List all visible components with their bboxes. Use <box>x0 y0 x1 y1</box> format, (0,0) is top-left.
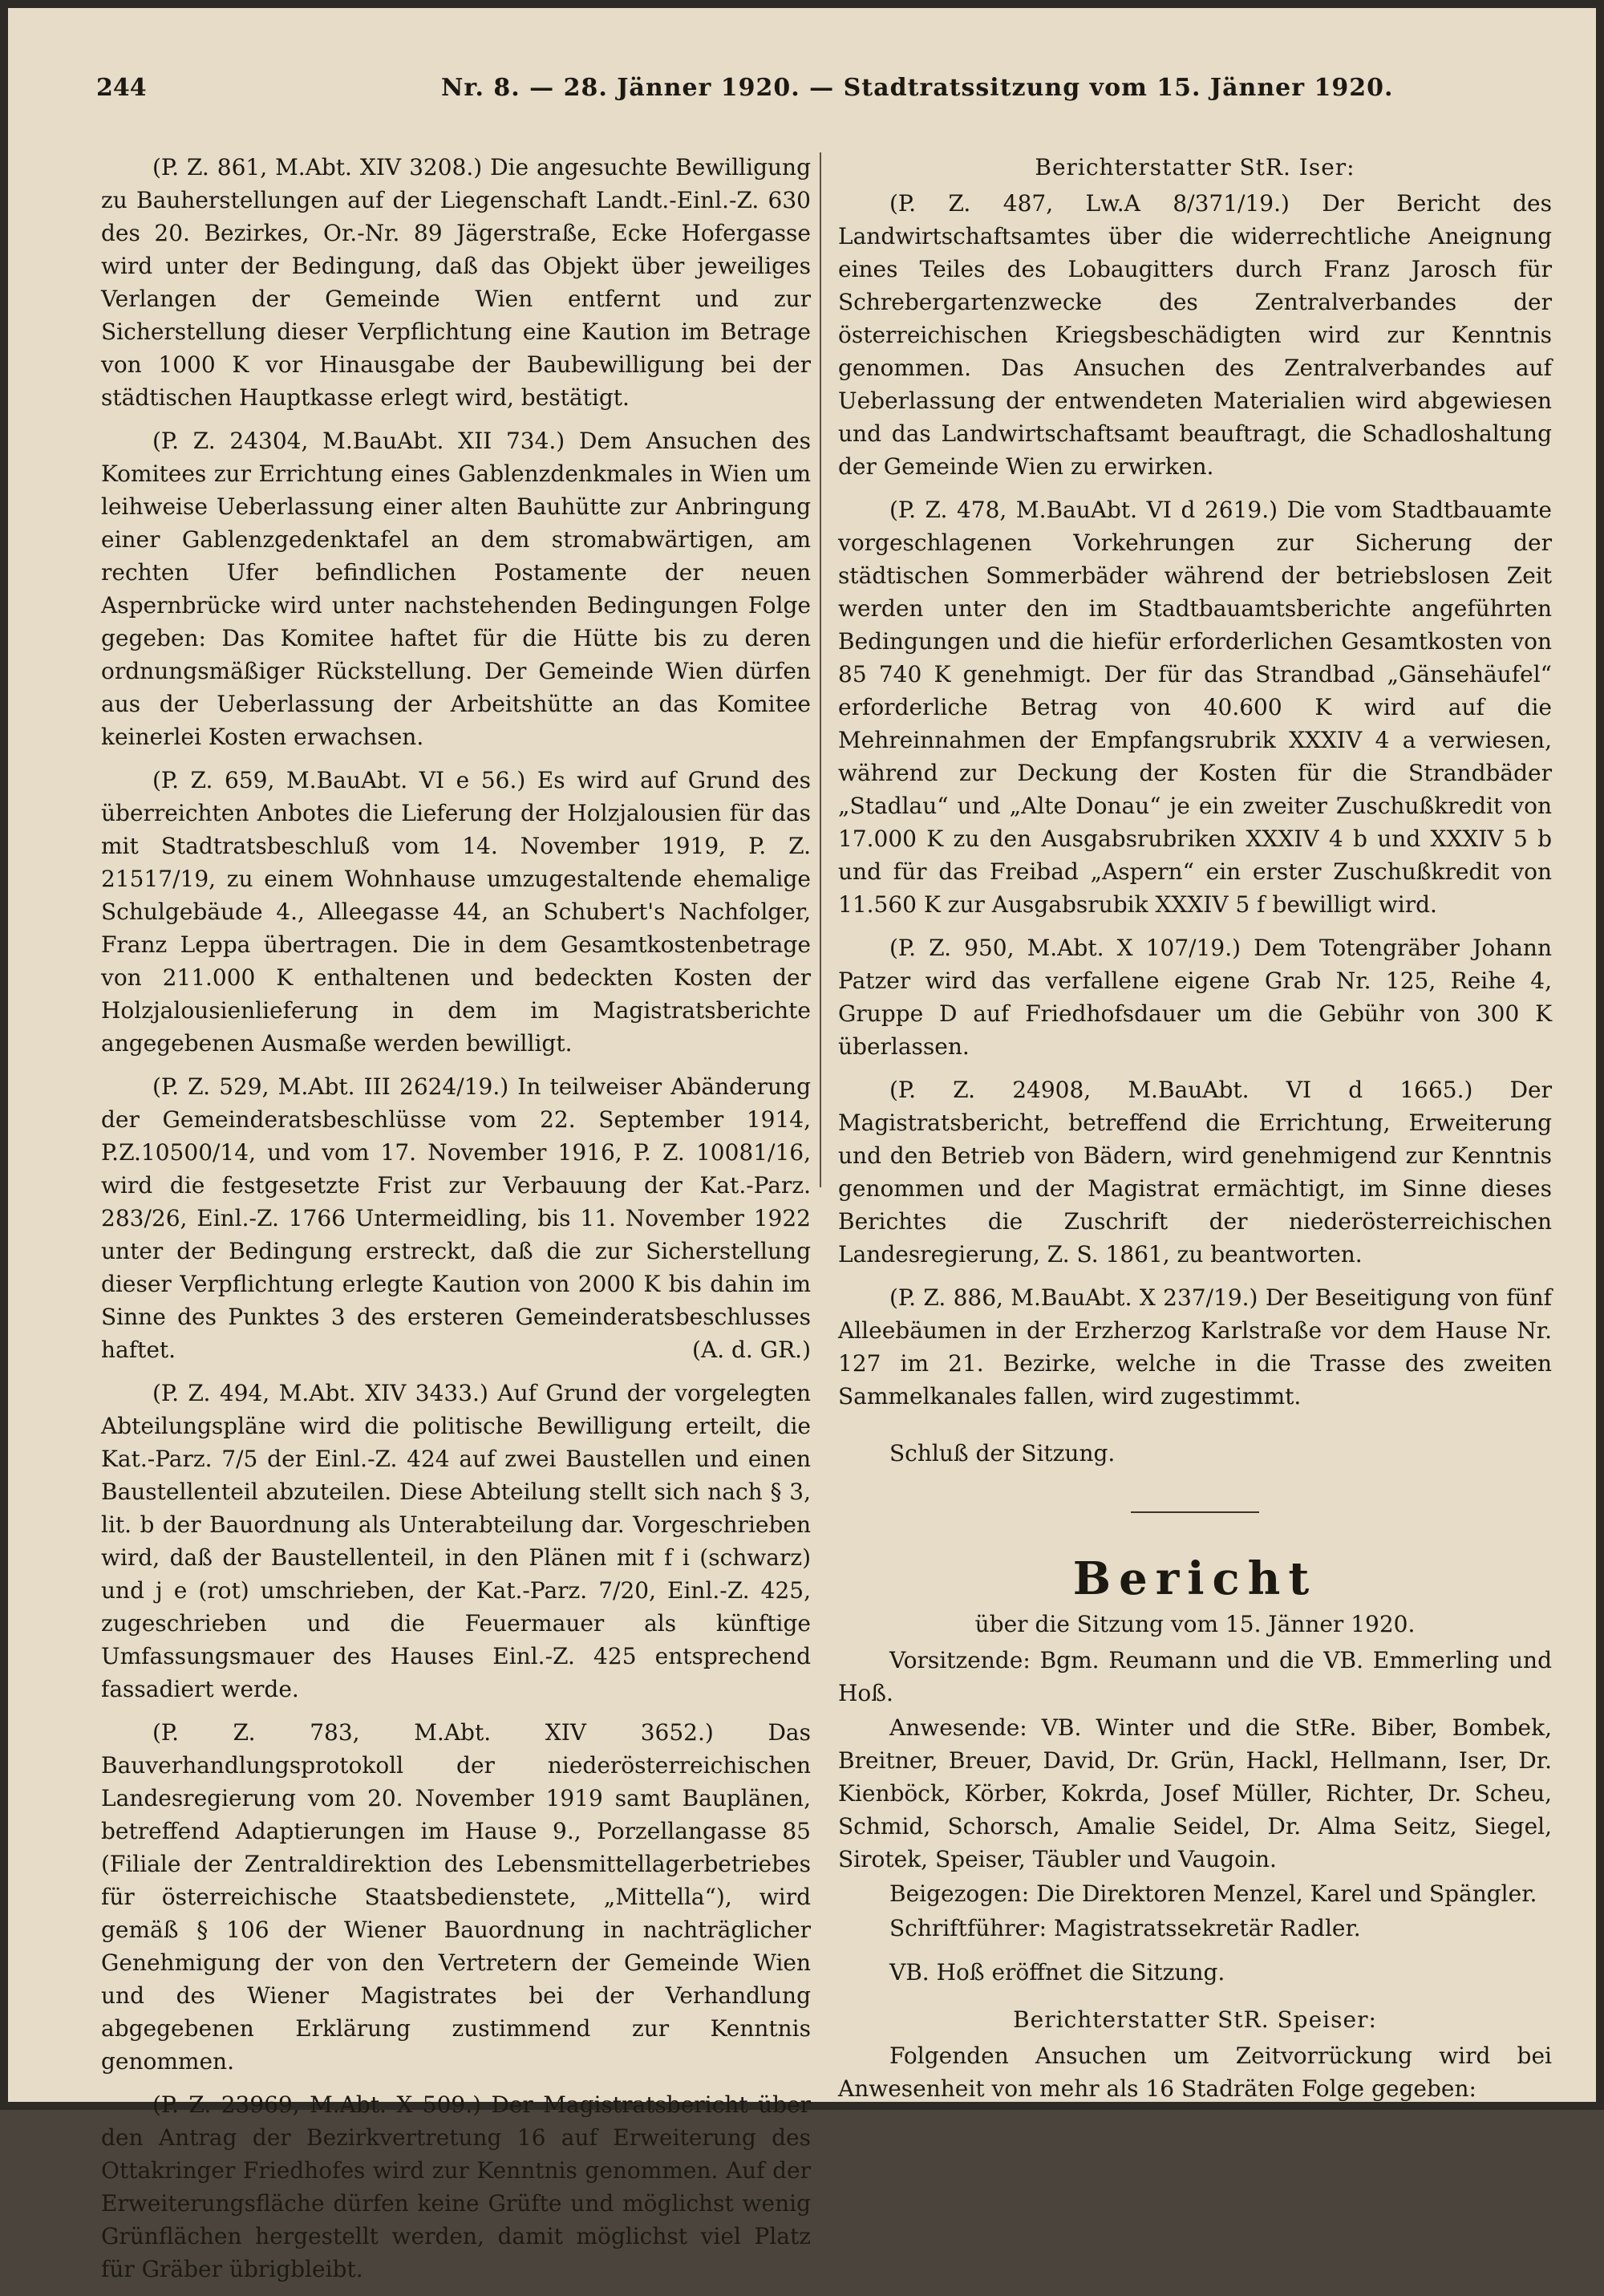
paragraph: (P. Z. 24908, M.BauAbt. VI d 1665.) Der Magistratsbericht, betreffend die Errichtung, Erweiterung und den Betrieb von Bädern, wird genehmigend zur Kenntnis genommen und der Magistrat ermächtigt, im Sinne dieses Berichtes die Zuschrift der niederösterreichischen Landesregierung, Z. S. 1861, zu beantworten. <box>838 1077 1552 1268</box>
paragraph: (P. Z. 494, M.Abt. XIV 3433.) Auf Grund der vorgelegten Abteilungspläne wird die politische Bewilligung erteilt, die Kat.-Parz. 7/5 der Einl.-Z. 424 auf zwei Baustellen und einen Baustellenteil abzuteilen. Diese Abteilung stellt sich nach § 3, lit. b der Bauordnung als Unterabteilung dar. Vorgeschrieben wird, daß der Baustellenteil, in den Plänen mit f i (schwarz) und j e (rot) umschrieben, der Kat.-Parz. 7/20, Einl.-Z. 425, zugeschrieben und die Feuermauer als künftige Umfassungsmauer des Hauses Einl.-Z. 425 entsprechend fassadiert werde. <box>101 1380 811 1702</box>
paragraph <box>101 1070 811 1366</box>
page-header <box>96 74 1508 114</box>
consultants: Beigezogen: Die Direktoren Menzel, Karel und Spängler. <box>889 1880 1537 1907</box>
attendance-block <box>838 1644 1552 1945</box>
paragraph: (P. Z. 24304, M.BauAbt. XII 734.) Dem Ansuchen des Komitees zur Errichtung eines Gablenzdenkmales in Wien um leihweise Ueberlassung einer alten Bauhütte zur Anbringung einer Gablenzgedenktafel an dem stromabwärtigen, am rechten Ufer befindlichen Postamente der neuen Aspernbrücke wird unter nachstehenden Bedingungen Folge gegeben: Das Komitee haftet für die Hütte bis zu deren ordnungsmäßiger Rückstellung. Der Gemeinde Wien dürfen aus der Ueberlassung der Arbeitshütte an das Komitee keinerlei Kosten erwachsen. <box>101 428 811 750</box>
paragraph-text: (P. Z. 529, M.Abt. III 2624/19.) In teilweiser Abänderung der Gemeinderatsbeschlüsse vom 22. September 1914, P.Z.10500/14, und vom 17. November 1916, P. Z. 10081/16, wird die festgesetzte Frist zur Verbauung der Kat.-Parz. 283/26, Einl.-Z. 1766 Untermeidling, bis 11. November 1922 unter der Bedingung erstreckt, daß die zur Sicherstellung dieser Verpflichtung erlegte Kaution von 2000 K bis dahin im Sinne des Punktes 3 des ersteren Gemeinderatsbeschlusses haftet. <box>101 1073 811 1363</box>
editorial-note: (A. d. GR.) <box>692 1337 811 1363</box>
rapporteur-heading: Berichterstatter StR. Iser: <box>1035 154 1355 181</box>
paragraph: (P. Z. 478, M.BauAbt. VI d 2619.) Die vom Stadtbauamte vorgeschlagenen Vorkehrungen zur Sicherung der städtischen Sommerbäder während der betriebslosen Zeit werden unter den im Stadtbauamtsberichte angeführten Bedingungen und die hiefür erforderlichen Gesamtkosten von 85 740 K genehmigt. Der für das Strandbad „Gänsehäufel“ erforderliche Betrag von 40.600 K wird auf die Mehreinnahmen der Empfangsrubrik XXXIV 4 a verwiesen, während zur Deckung der Kosten für die Strandbäder „Stadlau“ und „Alte Donau“ je ein zweiter Zuschußkredit von 17.000 K zu den Ausgabsrubriken XXXIV 4 b und XXXIV 5 b und für das Freibad „Aspern“ ein erster Zuschußkredit von 11.560 K zur Ausgabsrubik XXXIV 5 f bewilligt wird. <box>838 497 1552 918</box>
paragraph: (P. Z. 23969, M.Abt. X 509.) Der Magistratsbericht über den Antrag der Bezirkvertretung 16 auf Erweiterung des Ottakringer Friedhofes wird zur Kenntnis genommen. Auf der Erweiterungsfläche dürfen keine Grüfte und möglichst wenig Grünflächen hergestellt werden, damit möglichst viel Platz für Gräber übrigbleibt. <box>101 2091 811 2282</box>
attendees: Anwesende: VB. Winter und die StRe. Biber, Bombek, Breitner, Breuer, David, Dr. Grün, Hackl, Hellmann, Iser, Dr. Kienböck, Körber, Kokrda, Josef Müller, Richter, Dr. Scheu, Schmid, Schorsch, Amalie Seidel, Dr. Alma Seitz, Siegel, Sirotek, Speiser, Täubler und Vaugoin. <box>838 1714 1552 1872</box>
session-opening: VB. Hoß eröffnet die Sitzung. <box>889 1959 1225 1986</box>
column-divider <box>820 152 821 1187</box>
running-title: Nr. 8. — 28. Jänner 1920. — Stadtratssitzung vom 15. Jänner 1920. <box>441 74 1394 102</box>
paragraph: Folgenden Ansuchen um Zeitvorrückung wird bei Anwesenheit von mehr als 16 Stadräten Folge gegeben: <box>838 2042 1552 2102</box>
paragraph: (P. Z. 487, Lw.A 8/371/19.) Der Bericht des Landwirtschaftsamtes über die widerrechtliche Aneignung eines Teiles des Lobaugitters durch Franz Jarosch für Schrebergartenzwecke des Zentralverbandes der österreichischen Kriegsbeschädigten wird zur Kenntnis genommen. Das Ansuchen des Zentralverbandes auf Ueberlassung der entwendeten Materialien wird abgewiesen und das Landwirtschaftsamt beauftragt, die Schadloshaltung der Gemeinde Wien zu erwirken. <box>838 190 1552 480</box>
chairs: Vorsitzende: Bgm. Reumann und die VB. Emmerling und Hoß. <box>838 1647 1552 1706</box>
paragraph: (P. Z. 659, M.BauAbt. VI e 56.) Es wird auf Grund des überreichten Anbotes die Lieferung der Holzjalousien für das mit Stadtratsbeschluß vom 14. November 1919, P. Z. 21517/19, zu einem Wohnhause umzugestaltende ehemalige Schulgebäude 4., Alleegasse 44, an Schubert's Nachfolger, Franz Leppa übertragen. Die in dem Gesamtkostenbetrage von 211.000 K enthaltenen und bedeckten Kosten der Holzjalousienlieferung in dem im Magistratsberichte angegebenen Ausmaße werden bewilligt. <box>101 767 811 1057</box>
section-separator <box>1131 1511 1259 1513</box>
paragraph: (P. Z. 886, M.BauAbt. X 237/19.) Der Beseitigung von fünf Alleebäumen in der Erzherzog Karlstraße vor dem Hause Nr. 127 im 21. Bezirke, welche in die Trasse des zweiten Sammelkanales fallen, wird zugestimmt. <box>838 1284 1552 1410</box>
right-column <box>838 151 1552 2115</box>
paragraph: (P. Z. 783, M.Abt. XIV 3652.) Das Bauverhandlungsprotokoll der niederösterreichischen Landesregierung vom 20. November 1919 samt Bauplänen, betreffend Adaptierungen im Hause 9., Porzellangasse 85 (Filiale der Zentraldirektion des Lebensmittellagerbetriebes für österreichische Staatsbedienstete, „Mittella“), wird gemäß § 106 der Wiener Bauordnung in nachträglicher Genehmigung der von den Vertretern der Gemeinde Wien und des Wiener Magistrates bei der Verhandlung abgegebenen Erklärung zustimmend zur Kenntnis genommen. <box>101 1719 811 2075</box>
rapporteur-heading-2: Berichterstatter StR. Speiser: <box>1013 2006 1377 2033</box>
session-close: Schluß der Sitzung. <box>889 1440 1116 1466</box>
secretary: Schriftführer: Magistratssekretär Radler. <box>889 1915 1361 1941</box>
report-subtitle: über die Sitzung vom 15. Jänner 1920. <box>974 1611 1416 1637</box>
report-title: Bericht <box>1072 1552 1318 1605</box>
paragraph: (P. Z. 950, M.Abt. X 107/19.) Dem Totengräber Johann Patzer wird das verfallene eigene Grab Nr. 125, Reihe 4, Gruppe D auf Friedhofsdauer um die Gebühr von 300 K überlassen. <box>838 935 1552 1060</box>
page-number: 244 <box>96 74 147 102</box>
left-column <box>101 151 811 2296</box>
paragraph: (P. Z. 861, M.Abt. XIV 3208.) Die angesuchte Bewilligung zu Bauherstellungen auf der Liegenschaft Landt.-Einl.-Z. 630 des 20. Bezirkes, Or.-Nr. 89 Jägerstraße, Ecke Hofergasse wird unter der Bedingung, daß das Objekt über jeweiliges Verlangen der Gemeinde Wien entfernt und zur Sicherstellung dieser Verpflichtung eine Kaution im Betrage von 1000 K vor Hinausgabe der Baubewilligung bei der städtischen Hauptkasse erlegt wird, bestätigt. <box>101 154 811 411</box>
